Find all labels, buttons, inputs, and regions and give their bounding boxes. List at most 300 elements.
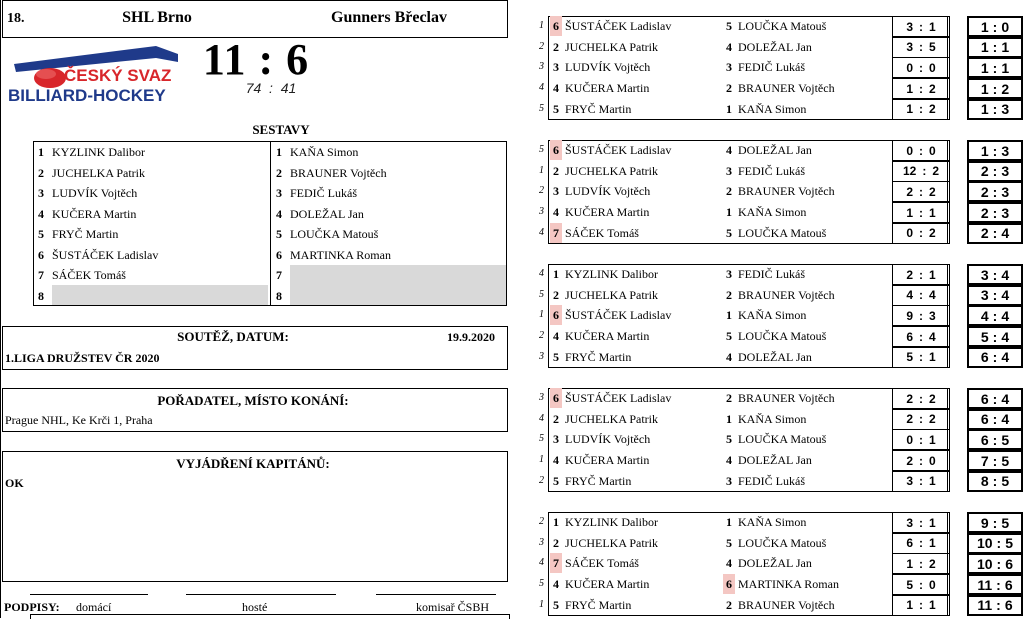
home-team: SHL Brno [122, 9, 192, 26]
match-row [539, 450, 1023, 471]
home-player-number: 4 [553, 453, 559, 468]
table-index: 3 [539, 536, 544, 548]
away-points: 5 [1001, 514, 1010, 531]
home-player-name: JUCHELKA Patrik [565, 535, 658, 550]
home-player-number: 3 [553, 432, 559, 447]
home-points: 1 [980, 18, 989, 35]
competition-label: SOUTĚŽ, DATUM: [177, 329, 289, 344]
away-player-number: 4 [726, 143, 732, 157]
away-goals: 2 [929, 391, 936, 406]
home-goals: 5 [906, 577, 913, 592]
away-goals: 4 [929, 288, 936, 303]
player-number: 1 [38, 145, 44, 159]
player-number: 7 [276, 268, 282, 282]
away-goals: 0 [929, 60, 936, 75]
player-name: LOUČKA Matouš [290, 227, 379, 241]
home-player-name: FRYČ Martin [565, 597, 632, 612]
home-points: 2 [980, 204, 989, 221]
running-score: 2 : 3 [967, 181, 1023, 202]
away-goals: 2 [929, 556, 936, 571]
player-number: 4 [38, 206, 44, 221]
home-player-number: 5 [553, 101, 559, 116]
home-points: 1 [980, 101, 989, 118]
home-points: 1 [980, 80, 989, 97]
away-goals: 2 [932, 164, 940, 179]
home-goals: 2 [906, 412, 913, 427]
game-score: 1 : 1 [892, 202, 950, 223]
home-player-number: 6 [550, 388, 562, 408]
running-score: 4 : 4 [967, 305, 1023, 326]
away-points: 4 [1001, 307, 1010, 324]
home-goals: 2 [906, 453, 913, 468]
match-header [2, 0, 508, 38]
away-points: 0 [1001, 18, 1010, 35]
home-points: 10 [976, 535, 993, 552]
lineup-away-row [276, 204, 504, 224]
home-goals: 0 [906, 432, 913, 447]
game-score: 3 : 5 [892, 37, 950, 58]
away-player-number: 5 [726, 19, 732, 33]
home-player-number: 2 [553, 411, 559, 426]
running-score: 3 : 4 [967, 264, 1023, 285]
match-row [539, 99, 1023, 120]
lineup-home-row [38, 224, 266, 244]
home-goals: 9 [906, 308, 913, 323]
home-player-number: 7 [550, 553, 562, 573]
away-points: 6 [1005, 555, 1014, 572]
away-player-number: 1 [726, 515, 732, 529]
signature-line-home [30, 594, 148, 595]
signature-commissioner-label: komisař ČSBH [416, 600, 490, 614]
home-player-name: FRYČ Martin [565, 349, 632, 364]
away-player-name: MARTINKA Roman [738, 577, 839, 592]
home-goals: 2 [906, 184, 913, 199]
match-row [539, 595, 1023, 616]
player-number: 7 [38, 268, 44, 282]
match-row [539, 57, 1023, 78]
home-player-name: LUDVÍK Vojtěch [565, 60, 651, 75]
match-row [539, 326, 1023, 347]
home-player-name: ŠUSTÁČEK Ladislav [565, 308, 672, 323]
signature-line-commissioner [376, 594, 496, 595]
home-goals: 1 [906, 205, 913, 220]
home-player-number: 4 [553, 205, 559, 220]
home-goals: 3 [906, 40, 913, 55]
away-points: 4 [1001, 287, 1010, 304]
home-goals: 3 [906, 19, 913, 34]
home-player-name: JUCHELKA Patrik [565, 39, 658, 54]
home-goals: 1 [906, 81, 913, 96]
home-goals: 1 [906, 102, 913, 117]
home-goals: 12 [902, 164, 917, 179]
away-points: 2 [1001, 80, 1010, 97]
home-points: 2 [980, 163, 989, 180]
away-player-name: LOUČKA Matouš [738, 329, 827, 344]
away-points: 3 [1001, 142, 1010, 159]
away-player-number: 2 [726, 184, 732, 199]
away-player-number: 2 [726, 597, 732, 612]
lineup-away-row [276, 142, 504, 162]
player-name: ŠUSTÁČEK Ladislav [52, 247, 159, 262]
away-player-number: 5 [726, 329, 732, 344]
home-player-name: JUCHELKA Patrik [565, 163, 658, 178]
running-score: 2 : 3 [967, 161, 1023, 182]
match-row [539, 574, 1023, 595]
running-score: 9 : 5 [967, 512, 1023, 533]
goal-totals: 74 : 41 [245, 80, 297, 96]
running-score: 2 : 4 [967, 223, 1023, 244]
home-goals: 4 [906, 288, 913, 303]
home-player-number: 2 [553, 39, 559, 54]
away-goals: 1 [929, 536, 936, 551]
empty-slot-home-8 [52, 285, 268, 305]
home-player-name: ŠUSTÁČEK Ladislav [565, 143, 672, 157]
table-index: 4 [539, 226, 544, 238]
game-score: 12 : 2 [892, 161, 950, 182]
running-score: 1 : 2 [967, 78, 1023, 99]
running-score: 8 : 5 [967, 471, 1023, 492]
away-player-number: 3 [726, 473, 732, 488]
match-row [539, 471, 1023, 492]
away-points: 4 [1001, 390, 1010, 407]
lineup-away-row [276, 224, 504, 244]
game-score: 0 : 0 [892, 57, 950, 78]
away-goals: 1 [929, 432, 936, 447]
home-points: 4 [980, 307, 989, 324]
home-points: 6 [980, 349, 989, 366]
home-goals: 3 [906, 474, 913, 489]
away-player-name: BRAUNER Vojtěch [738, 391, 835, 405]
home-player-name: KYZLINK Dalibor [565, 267, 658, 281]
left-border [0, 0, 1, 618]
away-goals: 3 [929, 308, 936, 323]
away-player-name: DOLEŽAL Jan [738, 556, 812, 571]
away-goals: 4 [929, 329, 936, 344]
player-number: 6 [276, 247, 282, 262]
away-player-number: 1 [726, 308, 732, 323]
away-goals: 2 [929, 102, 936, 117]
game-score: 0 : 1 [892, 429, 950, 450]
running-score: 7 : 5 [967, 450, 1023, 471]
away-player-number: 5 [726, 432, 732, 447]
running-score: 11 : 6 [967, 574, 1023, 595]
away-goals: 1 [929, 515, 936, 530]
game-score: 4 : 4 [892, 285, 950, 306]
away-points: 3 [1001, 101, 1010, 118]
home-points: 1 [980, 39, 989, 56]
player-number: 5 [276, 227, 282, 241]
home-goals: 0 [906, 60, 913, 75]
table-index: 1 [539, 454, 544, 466]
home-player-number: 2 [553, 535, 559, 550]
away-player-name: DOLEŽAL Jan [738, 453, 812, 468]
organizer-value: Prague NHL, Ke Krči 1, Praha [5, 413, 153, 427]
running-score: 2 : 3 [967, 202, 1023, 223]
home-points: 8 [980, 473, 989, 490]
home-player-name: LUDVÍK Vojtěch [565, 432, 651, 447]
running-score: 5 : 4 [967, 326, 1023, 347]
away-points: 4 [1001, 266, 1010, 283]
home-player-number: 2 [553, 287, 559, 302]
player-number: 5 [38, 227, 44, 241]
table-index: 5 [539, 144, 544, 155]
home-points: 6 [980, 411, 989, 428]
away-points: 4 [1001, 328, 1010, 345]
running-score: 10 : 5 [967, 533, 1023, 554]
home-player-name: JUCHELKA Patrik [565, 287, 658, 302]
home-player-number: 2 [553, 163, 559, 178]
player-number: 8 [38, 288, 44, 303]
away-player-number: 5 [726, 535, 732, 550]
player-name: BRAUNER Vojtěch [290, 165, 387, 180]
home-player-name: FRYČ Martin [565, 473, 632, 488]
lineup-away-row [276, 245, 504, 265]
home-player-number: 6 [550, 140, 562, 160]
away-player-name: KAŇA Simon [738, 101, 807, 116]
home-player-name: KUČERA Martin [565, 81, 650, 96]
game-score: 2 : 0 [892, 450, 950, 471]
player-number: 2 [38, 165, 44, 180]
player-name: KUČERA Martin [52, 206, 137, 221]
home-player-name: KUČERA Martin [565, 205, 650, 220]
match-number: 18. [7, 11, 25, 26]
match-row [539, 305, 1023, 326]
lineups-title: SESTAVY [252, 122, 310, 137]
home-player-number: 5 [553, 473, 559, 488]
captains-box [2, 451, 508, 582]
match-row [539, 37, 1023, 58]
home-player-name: KUČERA Martin [565, 577, 650, 592]
away-goals: 2 [929, 184, 936, 199]
running-score: 1 : 1 [967, 37, 1023, 58]
player-number: 3 [38, 186, 44, 200]
player-number: 3 [276, 186, 282, 200]
away-player-number: 4 [726, 556, 732, 571]
signature-line-away [186, 594, 336, 595]
away-player-name: KAŇA Simon [738, 205, 807, 220]
lineup-home-row [38, 245, 266, 265]
table-index: 2 [539, 474, 544, 486]
away-player-number: 1 [726, 205, 732, 220]
table-index: 3 [539, 61, 544, 73]
away-points: 4 [1001, 411, 1010, 428]
home-player-number: 4 [553, 81, 559, 96]
home-goals: 3 [906, 515, 913, 530]
game-score: 6 : 4 [892, 326, 950, 347]
away-team: Gunners Břeclav [331, 9, 447, 26]
player-name: KYZLINK Dalibor [52, 145, 145, 159]
table-index: 5 [539, 578, 544, 590]
away-goals: 1 [929, 474, 936, 489]
running-score: 1 : 1 [967, 57, 1023, 78]
away-points: 1 [1001, 59, 1010, 76]
organizer-label: POŘADATEL, MÍSTO KONÁNÍ: [157, 393, 349, 408]
away-goals: 1 [929, 350, 936, 365]
away-player-number: 4 [726, 349, 732, 364]
home-goals: 6 [906, 329, 913, 344]
away-points: 6 [1004, 576, 1013, 593]
match-row [539, 347, 1023, 368]
lineup-home-row [38, 183, 266, 203]
home-goals: 1 [906, 556, 913, 571]
home-points: 3 [980, 287, 989, 304]
table-index: 1 [539, 598, 544, 610]
home-player-number: 3 [553, 60, 559, 75]
away-player-name: BRAUNER Vojtěch [738, 81, 835, 96]
match-row [539, 285, 1023, 306]
match-row [539, 533, 1023, 554]
away-player-name: KAŇA Simon [738, 515, 807, 529]
player-name: LUDVÍK Vojtěch [52, 186, 138, 200]
away-player-number: 3 [726, 267, 732, 281]
match-row [539, 202, 1023, 223]
home-points: 6 [980, 390, 989, 407]
game-score: 3 : 1 [892, 512, 950, 533]
away-player-number: 2 [726, 287, 732, 302]
away-points: 3 [1001, 183, 1010, 200]
game-score: 0 : 0 [892, 140, 950, 161]
lineup-home-row [38, 142, 266, 162]
home-player-name: ŠUSTÁČEK Ladislav [565, 19, 672, 33]
away-points: 4 [1001, 349, 1010, 366]
table-index: 2 [539, 40, 544, 52]
away-player-name: DOLEŽAL Jan [738, 349, 812, 364]
table-index: 1 [539, 20, 544, 31]
away-player-number: 5 [726, 225, 732, 240]
lineup-away-row [276, 163, 504, 183]
match-row [539, 409, 1023, 430]
organizer-box [2, 388, 508, 432]
table-index: 4 [539, 268, 544, 279]
away-player-name: FEDIČ Lukáš [738, 163, 805, 178]
home-player-name: KYZLINK Dalibor [565, 515, 658, 529]
player-name: FRYČ Martin [52, 227, 119, 241]
home-points: 11 [977, 576, 993, 593]
away-player-name: LOUČKA Matouš [738, 432, 827, 447]
player-name: SÁČEK Tomáš [52, 268, 126, 282]
away-player-number: 3 [726, 60, 732, 75]
match-row [539, 161, 1023, 182]
away-points: 4 [1001, 225, 1010, 242]
logo-line1: ČESKÝ SVAZ [64, 66, 172, 85]
player-name: JUCHELKA Patrik [52, 165, 145, 180]
table-index: 5 [539, 433, 544, 445]
player-number: 2 [276, 165, 282, 180]
away-goals: 0 [929, 143, 936, 158]
home-player-number: 1 [553, 267, 559, 281]
table-index: 2 [539, 330, 544, 342]
home-player-number: 6 [550, 305, 562, 325]
away-player-number: 4 [726, 39, 732, 54]
game-score: 3 : 1 [892, 16, 950, 37]
running-score: 1 : 3 [967, 140, 1023, 161]
home-points: 10 [976, 555, 993, 572]
home-player-number: 7 [550, 223, 562, 243]
away-player-name: FEDIČ Lukáš [738, 60, 805, 75]
lineup-away-row [276, 183, 504, 203]
game-score: 6 : 1 [892, 533, 950, 554]
table-index: 5 [539, 288, 544, 300]
home-player-name: SÁČEK Tomáš [565, 225, 639, 240]
home-points: 5 [980, 328, 989, 345]
lineup-home-row [38, 204, 266, 224]
table-index: 4 [539, 82, 544, 94]
away-goals: 2 [929, 226, 936, 241]
lineup-home-row [38, 163, 266, 183]
home-player-number: 5 [553, 597, 559, 612]
empty-slot-away-7-8 [290, 265, 506, 305]
signature-away-label: hosté [242, 600, 268, 614]
away-goals: 0 [929, 577, 936, 592]
table-index: 4 [539, 557, 544, 569]
game-score: 1 : 1 [892, 595, 950, 616]
away-points: 5 [1005, 535, 1014, 552]
away-player-name: KAŇA Simon [738, 308, 807, 323]
final-score: 11 : 6 [202, 35, 310, 84]
away-points: 5 [1001, 452, 1010, 469]
game-score: 5 : 0 [892, 574, 950, 595]
away-player-number: 2 [726, 391, 732, 405]
away-goals: 1 [929, 205, 936, 220]
running-score: 1 : 3 [967, 99, 1023, 120]
match-row [539, 16, 1023, 37]
competition-name: 1.LIGA DRUŽSTEV ČR 2020 [5, 351, 160, 365]
table-index: 3 [539, 350, 544, 362]
home-player-number: 6 [550, 16, 562, 36]
away-player-name: KAŇA Simon [738, 411, 807, 426]
captains-statement: OK [5, 476, 24, 490]
lineup-home-row [38, 265, 266, 285]
bottom-frame [30, 614, 510, 619]
away-goals: 1 [929, 267, 936, 282]
player-number: 1 [276, 145, 282, 159]
home-points: 2 [980, 183, 989, 200]
running-score: 6 : 4 [967, 388, 1023, 409]
player-name: DOLEŽAL Jan [290, 206, 364, 221]
game-score: 0 : 2 [892, 223, 950, 244]
running-score: 6 : 4 [967, 409, 1023, 430]
home-points: 6 [980, 431, 989, 448]
match-row [539, 429, 1023, 450]
game-score: 2 : 1 [892, 264, 950, 285]
lineups-divider [270, 141, 271, 306]
match-row [539, 553, 1023, 574]
away-goals: 2 [929, 81, 936, 96]
match-row [539, 264, 1023, 285]
match-row [539, 181, 1023, 202]
running-score: 1 : 0 [967, 16, 1023, 37]
game-score: 5 : 1 [892, 347, 950, 368]
running-score: 3 : 4 [967, 285, 1023, 306]
game-score: 2 : 2 [892, 388, 950, 409]
away-player-number: 4 [726, 453, 732, 468]
home-player-number: 4 [553, 329, 559, 344]
home-player-name: SÁČEK Tomáš [565, 556, 639, 571]
table-index: 3 [539, 392, 544, 403]
running-score: 6 : 4 [967, 347, 1023, 368]
away-goals: 1 [929, 19, 936, 34]
away-points: 3 [1001, 163, 1010, 180]
away-player-name: BRAUNER Vojtěch [738, 184, 835, 199]
away-player-name: FEDIČ Lukáš [738, 473, 805, 488]
away-player-name: DOLEŽAL Jan [738, 143, 812, 157]
player-number: 6 [38, 247, 44, 262]
away-goals: 5 [929, 40, 936, 55]
home-goals: 2 [906, 267, 913, 282]
away-player-name: FEDIČ Lukáš [738, 267, 805, 281]
away-goals: 0 [929, 453, 936, 468]
game-score: 1 : 2 [892, 553, 950, 574]
